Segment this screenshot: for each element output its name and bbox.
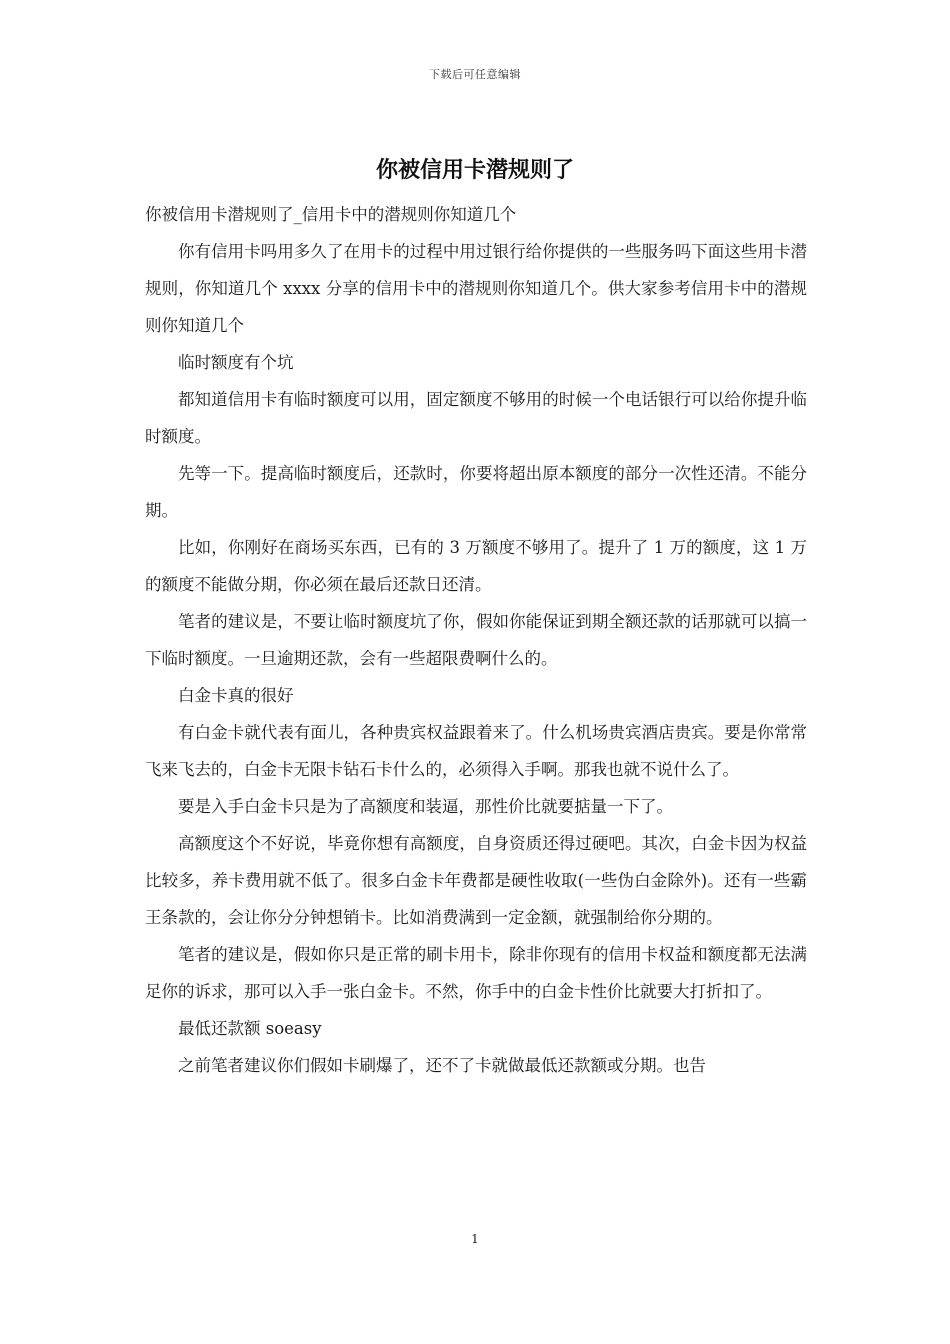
- document-body: [145, 196, 807, 1084]
- paragraph: 先等一下。提高临时额度后，还款时，你要将超出原本额度的部分一次性还清。不能分期。: [145, 464, 807, 520]
- paragraph: 要是入手白金卡只是为了高额度和装逼，那性价比就要掂量一下了。: [178, 797, 673, 816]
- section-heading: 白金卡真的很好: [178, 686, 294, 705]
- page-number: 1: [471, 1232, 479, 1246]
- paragraph: 笔者的建议是，假如你只是正常的刷卡用卡，除非你现有的信用卡权益和额度都无法满足你的诉求，那可以入手一张白金卡。不然，你手中的白金卡性价比就要大打折扣了。: [145, 945, 807, 1001]
- page-header: 下载后可任意编辑: [429, 68, 521, 81]
- section-heading: 临时额度有个坑: [178, 353, 294, 372]
- paragraph: 你有信用卡吗用多久了在用卡的过程中用过银行给你提供的一些服务吗下面这些用卡潜规则，你知道几个 xxxx 分享的信用卡中的潜规则你知道几个。供大家参考信用卡中的潜规则你知道几个: [145, 242, 807, 335]
- paragraph: 有白金卡就代表有面儿，各种贵宾权益跟着来了。什么机场贵宾酒店贵宾。要是你常常飞来飞去的，白金卡无限卡钻石卡什么的，必须得入手啊。那我也就不说什么了。: [145, 723, 807, 779]
- paragraph: 高额度这个不好说，毕竟你想有高额度，自身资质还得过硬吧。其次，白金卡因为权益比较多，养卡费用就不低了。很多白金卡年费都是硬性收取(一些伪白金除外)。还有一些霸王条款的，会让你分分钟想销卡。比如消费满到一定金额，就强制给你分期的。: [145, 834, 807, 927]
- paragraph: 之前笔者建议你们假如卡刷爆了，还不了卡就做最低还款额或分期。也告: [178, 1056, 706, 1075]
- section-heading: 最低还款额 soeasy: [178, 1019, 322, 1038]
- paragraph-subtitle: 你被信用卡潜规则了_信用卡中的潜规则你知道几个: [145, 205, 517, 224]
- paragraph: 比如，你刚好在商场买东西，已有的 3 万额度不够用了。提升了 1 万的额度，这 1 万的额度不能做分期，你必须在最后还款日还清。: [145, 538, 807, 594]
- paragraph: 都知道信用卡有临时额度可以用，固定额度不够用的时候一个电话银行可以给你提升临时额度。: [145, 390, 807, 446]
- paragraph: 笔者的建议是，不要让临时额度坑了你，假如你能保证到期全额还款的话那就可以搞一下临时额度。一旦逾期还款，会有一些超限费啊什么的。: [145, 612, 807, 668]
- document-title: 你被信用卡潜规则了: [375, 157, 574, 183]
